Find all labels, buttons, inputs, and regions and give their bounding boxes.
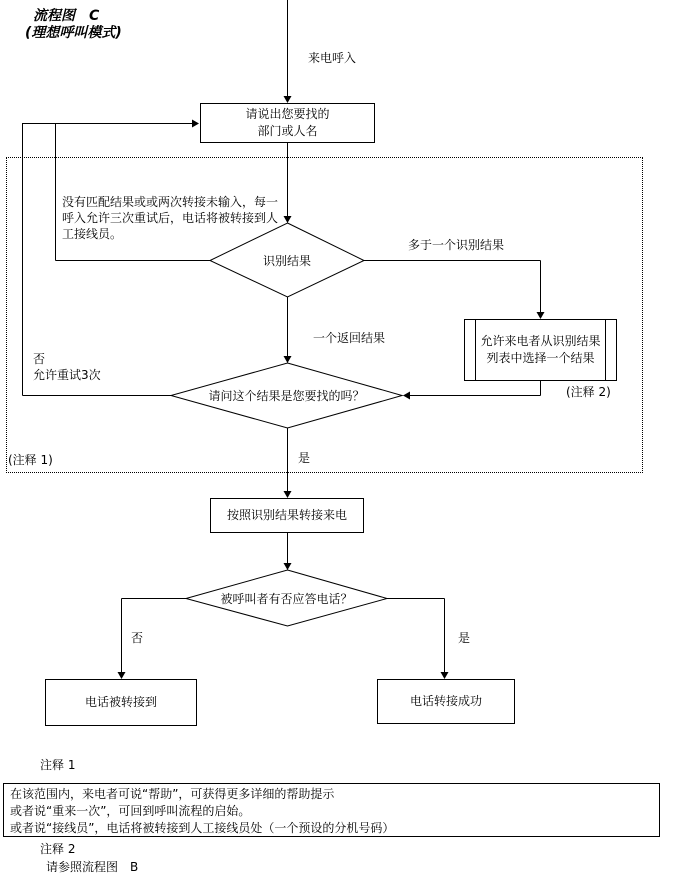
arrowhead-into-confirm-right	[403, 392, 410, 400]
retry-label-text: 允许重试3次	[33, 368, 101, 382]
note1-ref-label: (注释 1)	[8, 453, 53, 467]
no-match-note-line1: 没有匹配结果或或两次转接未输入，每一	[62, 195, 279, 209]
answered-diamond-label: 被呼叫者有否应答电话？	[220, 592, 353, 606]
prompt-box-line1: 请说出您要找的	[245, 107, 330, 121]
predefined-process-bar-right	[605, 320, 606, 380]
incoming-call-label: 来电呼入	[308, 51, 357, 65]
transfer-box-label: 按照识别结果转接来电	[226, 508, 347, 522]
transferred-to-box	[45, 679, 197, 726]
retry-label	[33, 351, 101, 383]
no-answer-label: 否	[131, 631, 144, 645]
no-match-note	[62, 194, 278, 242]
no-match-note-line3: 工接线员。	[62, 227, 123, 241]
one-result-label: 一个返回结果	[313, 331, 386, 345]
arrowhead-into-transfer	[284, 491, 292, 498]
note1-line2: 或者说“重来一次”，可回到呼叫流程的启始。	[10, 804, 251, 818]
transfer-success-box	[377, 679, 515, 724]
transfer-success-label: 电话转接成功	[409, 694, 482, 708]
arrowhead-into-prompt-left	[192, 120, 199, 128]
choose-result-line2: 列表中选择一个结果	[486, 351, 595, 365]
confirm-diamond-label: 请问这个结果是您要找的吗？	[208, 389, 365, 403]
arrowhead-into-success	[441, 672, 449, 679]
arrowhead-into-confirm-top	[284, 356, 292, 363]
arrowhead-into-recognition	[284, 216, 292, 223]
note2-text: 请参照流程图 B	[46, 860, 139, 874]
note1-box	[3, 783, 660, 837]
predefined-process-bar-left	[475, 320, 476, 380]
no-match-note-line2: 呼入允许三次重试后，电话将被转接到人	[62, 211, 279, 225]
note1-line1: 在该范围内，来电者可说“帮助”，可获得更多详细的帮助提示	[10, 787, 335, 801]
note1-title: 注释 1	[40, 758, 76, 772]
transfer-box	[210, 498, 364, 533]
page-title: 流程图 C	[33, 8, 100, 24]
note2-ref-label: (注释 2)	[566, 385, 611, 399]
choose-result-line1: 允许来电者从识别结果	[480, 334, 601, 348]
prompt-box-line2: 部门或人名	[257, 124, 318, 138]
choose-result-box	[464, 319, 617, 381]
prompt-box	[200, 103, 375, 143]
note2-title: 注释 2	[40, 842, 76, 856]
arrowhead-into-transferred	[118, 672, 126, 679]
arrowhead-into-prompt-top	[284, 96, 292, 103]
yes-answer-label: 是	[458, 631, 471, 645]
recognition-diamond-label: 识别结果	[262, 254, 311, 268]
arrowhead-into-choose	[537, 312, 545, 319]
more-than-one-label: 多于一个识别结果	[408, 238, 505, 252]
retry-label-no: 否	[33, 352, 46, 366]
note1-line3: 或者说“接线员”，电话将被转接到人工接线员处（一个预设的分机号码）	[10, 821, 395, 835]
page-subtitle: (理想呼叫模式)	[25, 25, 122, 41]
arrowhead-into-answered	[284, 563, 292, 570]
transferred-to-label: 电话被转接到	[84, 695, 157, 709]
yes-confirm-label: 是	[298, 451, 311, 465]
